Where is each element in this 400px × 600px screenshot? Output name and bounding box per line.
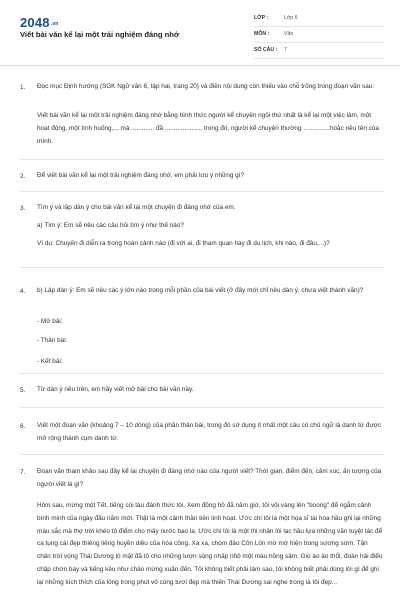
outline-item: - Kết bài: xyxy=(37,358,63,365)
divider xyxy=(20,267,384,268)
question-number: 4. xyxy=(20,288,26,295)
question-text: Từ dàn ý nêu trên, em hãy viết mở bài cho bài văn này. xyxy=(37,386,194,393)
question-paragraph: a) Tìm ý: Em sẽ nêu các câu hỏi tìm ý như thế nào? xyxy=(37,222,184,229)
question-text: Viết một đoạn văn (khoảng 7 – 10 dòng) của phần thân bài, trong đó sử dụng ít nhất một câu có chủ ngữ là danh từ được mở rộng thành cụm danh từ. xyxy=(37,422,382,442)
info-value: Văn xyxy=(284,31,294,37)
info-value: 7 xyxy=(284,47,287,53)
question-text: b) Lập dàn ý: Em sẽ nêu các ý lớn nào trong mỗi phần của bài viết (ở đây mới chỉ nêu dàn ý, chưa viết thành văn)? xyxy=(37,287,364,294)
divider xyxy=(20,191,384,192)
outline-item: - Thân bài: xyxy=(37,337,68,344)
page-title: Viết bài văn kể lại một trải nghiệm đáng nhớ xyxy=(20,30,180,39)
info-row-subject xyxy=(254,29,384,43)
reference-paragraph: Hôm sau, mừng một Tết, tiếng còi tàu đánh thức tôi. Xem đồng hồ đã năm giờ, tôi vội vàng lên "boong" để ngắm cảnh bình minh của ngày đầu năm mới. Thật là một cảnh thần tiên linh hoạt. Ước chi tôi là một họa sĩ tài hoa hầu ghi lại những màu sắc mà thợ trời khéo tô điểm cho mây nước bao la. Ước chi tôi là một thi nhân lôi lạc hầu lựa những văn tuyệt tác để ca tụng cái đẹp thiêng liêng huyền diệu của hóa công. Xa xa, chòm đảo Côn Lôn mờ mờ hiện trong sương sớm. Tận chân trời vùng Thái Dương ló mặt đã tô cho những lượn sóng nhấp nhô một màu hồng sậm. Gió ào ào thổi, đoàn hải điểu chập chờn bay và tiếng kêu như chào mừng xuân đến. Tôi không biết phải làm sao, tôi không biết phải dùng lời gì để ghi lại những kích thích của lòng trong phút vô cùng tươi đẹp mà thiên Thái Dương sai nghe trong là tôi đẹp... xyxy=(37,502,383,586)
document-header xyxy=(0,0,400,66)
question-number: 6. xyxy=(20,423,26,430)
info-value: Lớp 6 xyxy=(284,15,298,21)
question-paragraph: Viết bài văn kể lại một trải nghiệm đáng nhớ bằng hình thức người kể chuyện ngôi thứ nhất là kể lại một việc làm, một hoạt động, một tình huống,... mà ............. đã ...................., trong đó, người kể chuyện thường ...............hoặc nêu tên của mình. xyxy=(37,112,379,145)
outline-item: - Mở bài: xyxy=(37,318,63,325)
question-number: 1. xyxy=(20,84,26,91)
info-row-question-count xyxy=(254,45,384,59)
divider xyxy=(20,407,384,408)
question-text: Đọc mục Định hướng (SGK Ngữ văn 6, tập hai, trang 20) và điền nội dung còn thiếu vào chỗ trống trong đoạn văn sau: xyxy=(37,83,375,90)
info-label: LỚP : xyxy=(254,15,269,21)
question-text: Để viết bài văn kể lại một trải nghiệm đáng nhớ, em phải lưu ý những gì? xyxy=(37,172,245,179)
divider xyxy=(20,159,384,160)
info-label: SỐ CÂU : xyxy=(254,47,278,53)
question-number: 2. xyxy=(20,173,26,180)
question-text: Tìm ý và lập dàn ý cho bài văn kể lại một chuyện đi đáng nhớ của em. xyxy=(37,204,236,211)
question-number: 5. xyxy=(20,387,26,394)
divider xyxy=(20,373,384,374)
question-number: 3. xyxy=(20,205,26,212)
site-logo[interactable] xyxy=(20,15,59,30)
logo-text: 2048 xyxy=(20,15,50,30)
question-paragraph: Ví dụ: Chuyến đi diễn ra trong hoàn cảnh nào (đi với ai, đi tham quan hay đi du lịch, khi nào, đi đâu,...)? xyxy=(37,240,330,247)
info-row-class xyxy=(254,13,384,27)
question-text: Đoạn văn tham khảo sau đây kể lại chuyện đi đáng nhớ nào của người viết? Thời gian, điểm đến, cảm xúc, ấn tượng của người viết là gì? xyxy=(37,468,382,488)
info-label: MÔN : xyxy=(254,31,270,37)
logo-suffix: .vn xyxy=(50,21,59,27)
question-number: 7. xyxy=(20,469,26,476)
divider xyxy=(20,454,384,455)
